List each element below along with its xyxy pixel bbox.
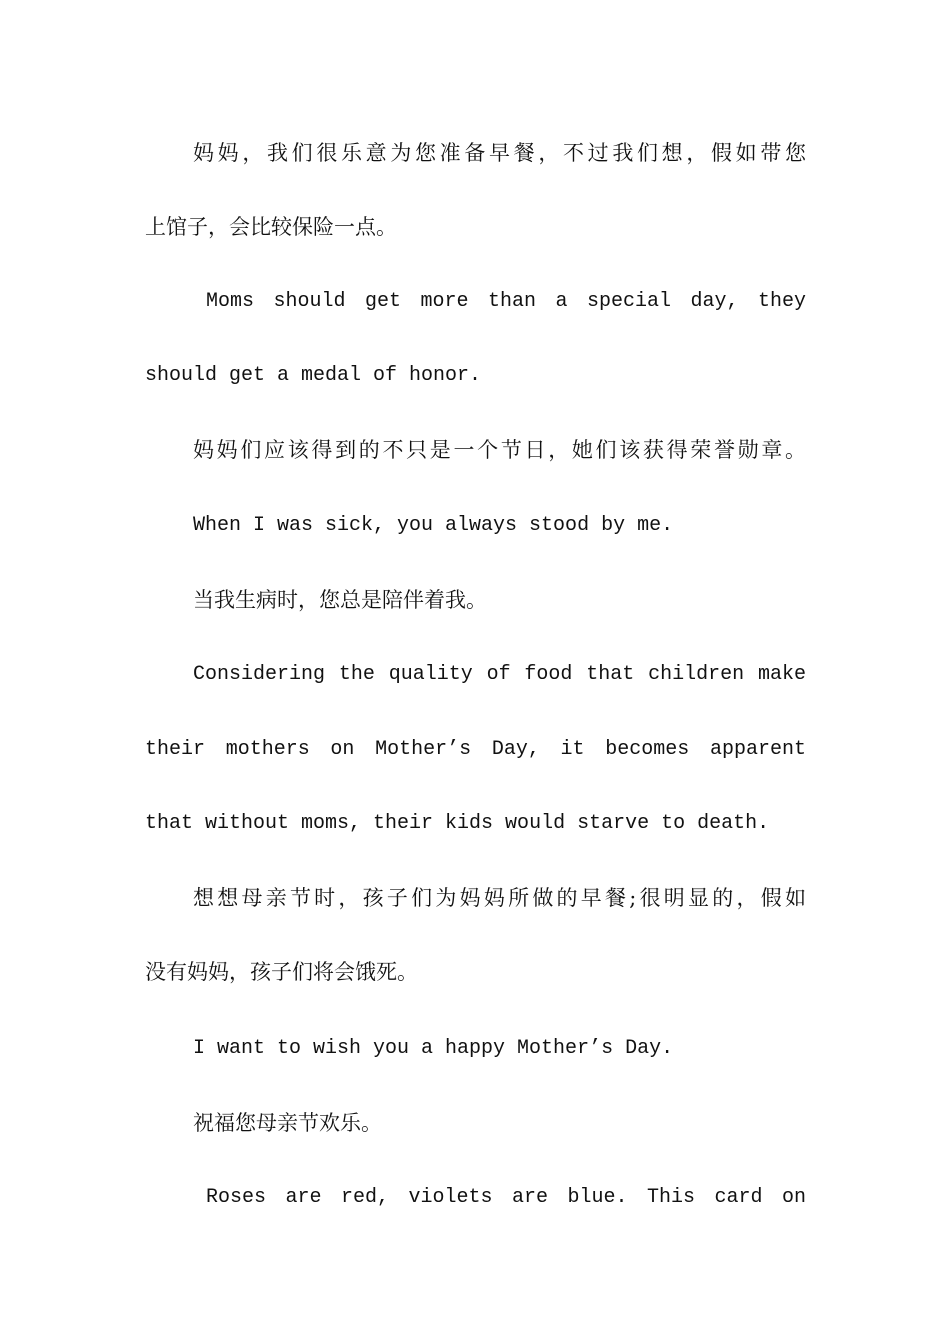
paragraph-line: that without moms, their kids would starve to death.	[145, 812, 770, 835]
paragraph-line: Considering the quality of food that children make	[193, 663, 806, 686]
paragraph-line: 想想母亲节时，孩子们为妈妈所做的早餐;很明显的，假如	[193, 886, 806, 910]
paragraph-line: 没有妈妈，孩子们将会饿死。	[145, 960, 418, 984]
paragraph-line: 妈妈们应该得到的不只是一个节日，她们该获得荣誉勋章。	[193, 438, 806, 462]
paragraph-line: When I was sick, you always stood by me.	[193, 514, 674, 537]
paragraph-line: 妈妈，我们很乐意为您准备早餐，不过我们想，假如带您	[193, 141, 806, 165]
paragraph-line: Roses are red, violets are blue. This card on	[206, 1186, 806, 1209]
paragraph-line: I want to wish you a happy Mother’s Day.	[193, 1037, 674, 1060]
paragraph-line: 当我生病时，您总是陪伴着我。	[193, 588, 487, 612]
paragraph-line: should get a medal of honor.	[145, 364, 482, 387]
paragraph-line: Moms should get more than a special day, they	[206, 290, 806, 313]
paragraph-line: 上馆子，会比较保险一点。	[145, 215, 397, 239]
paragraph-line: their mothers on Mother’s Day, it becomes apparent	[145, 738, 806, 761]
paragraph-line: 祝福您母亲节欢乐。	[193, 1111, 382, 1135]
